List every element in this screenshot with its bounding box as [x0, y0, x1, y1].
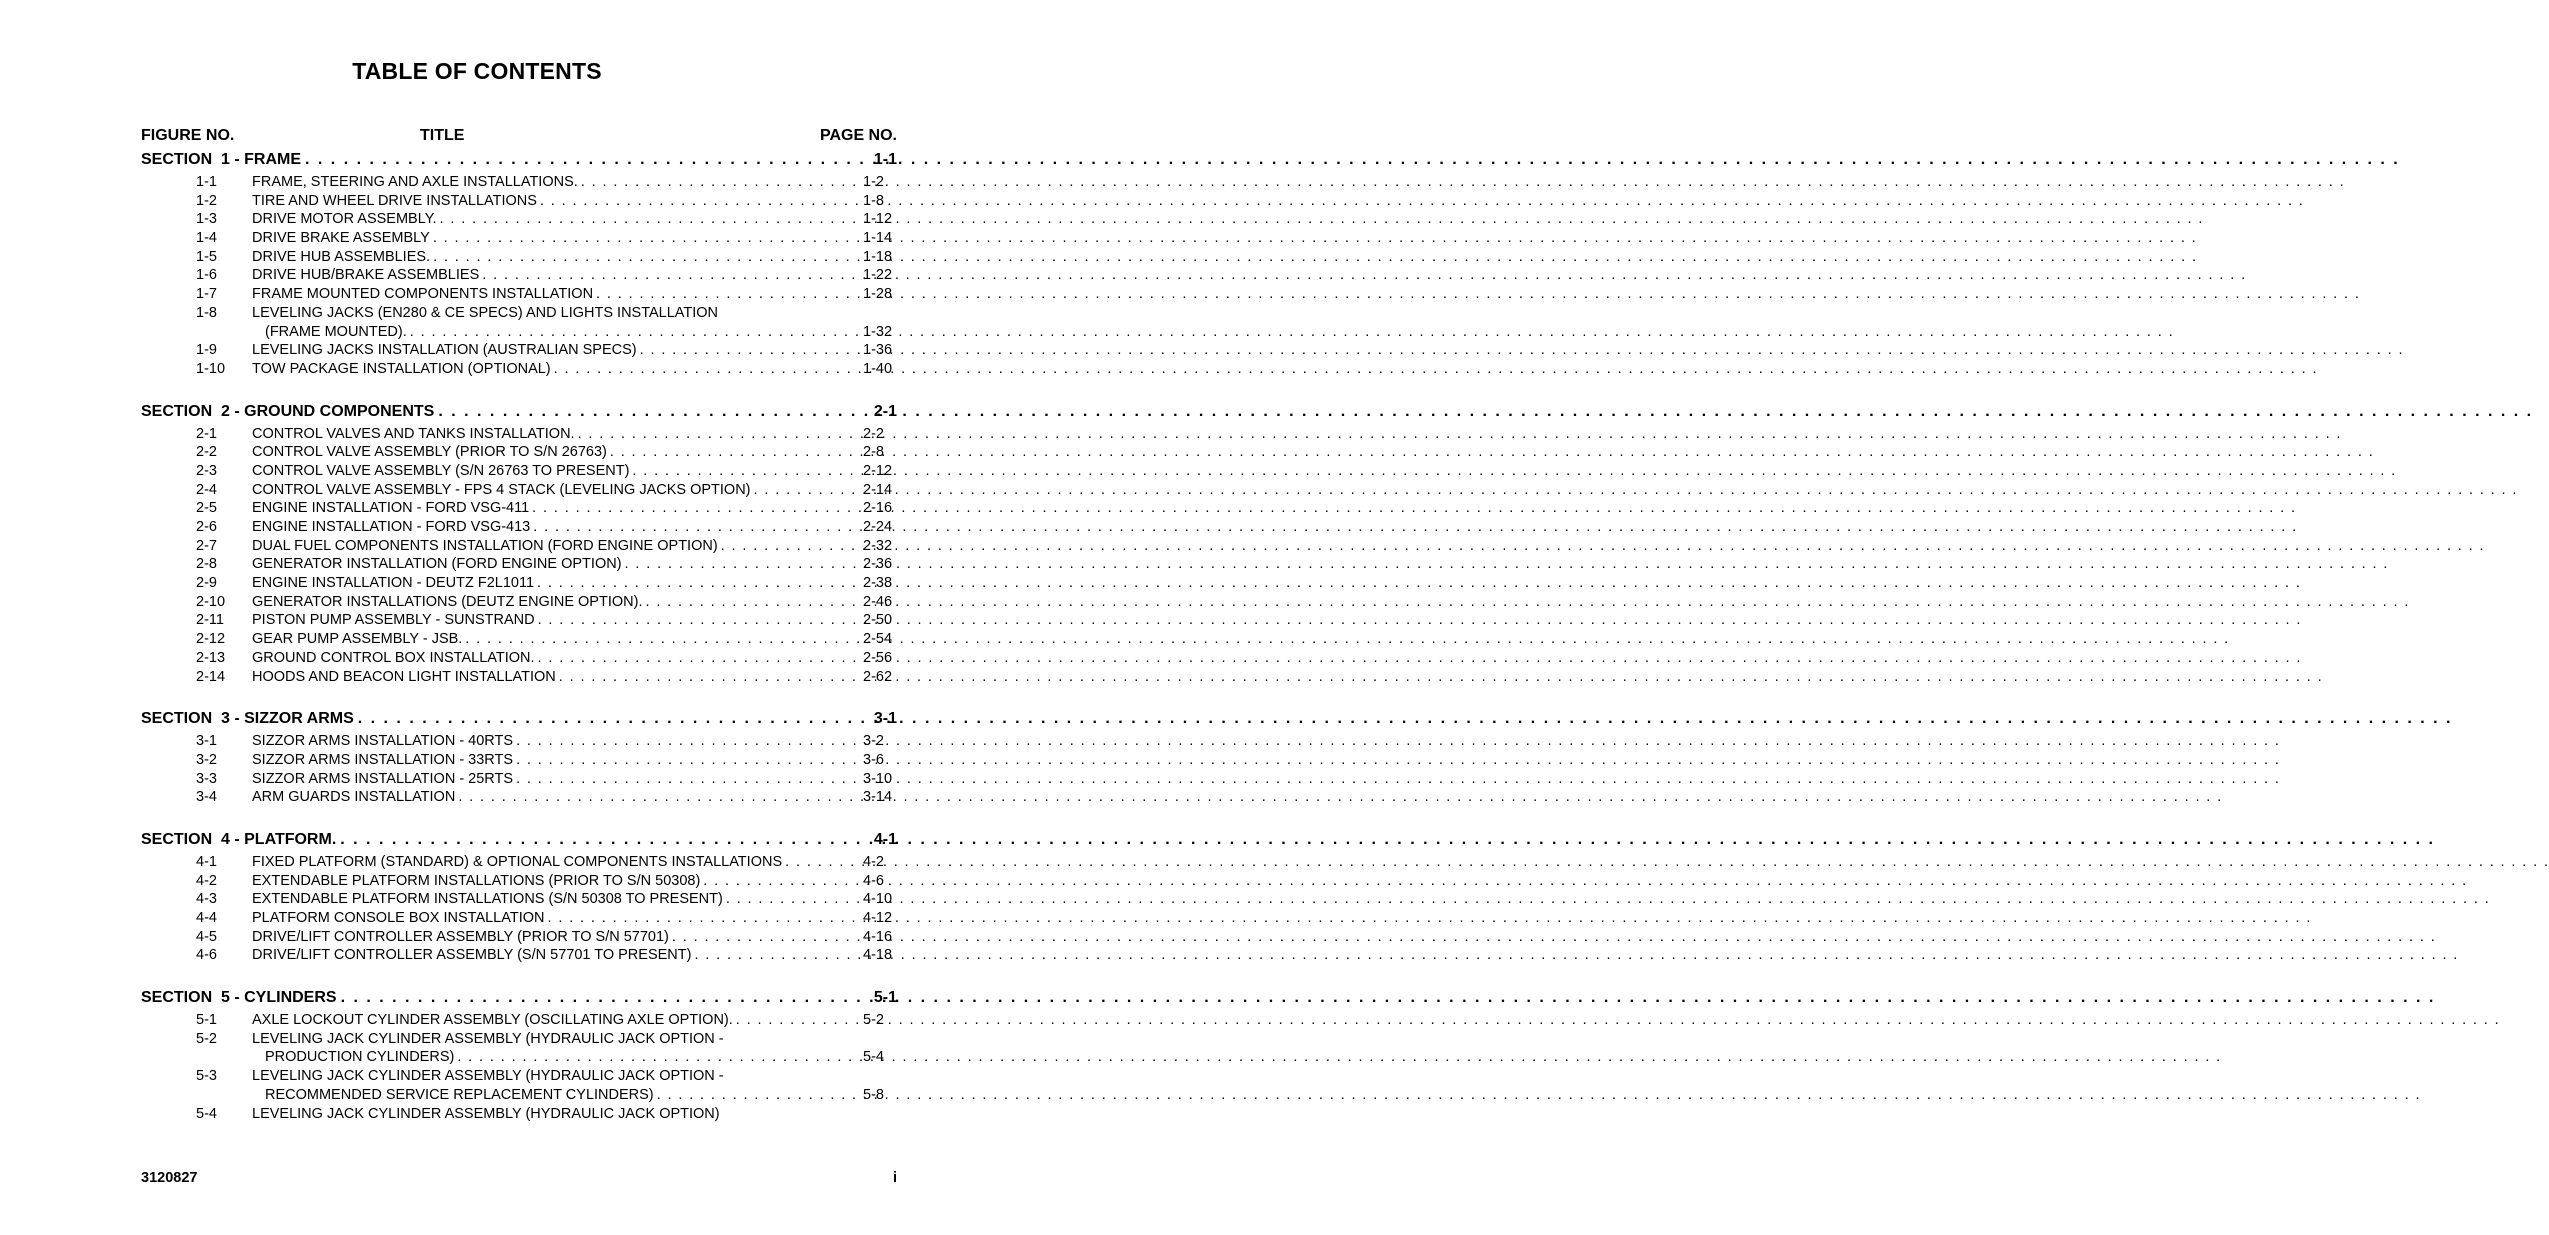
- figure-number: 2-4: [196, 481, 217, 498]
- figure-page-number: 4-10: [863, 891, 893, 908]
- column-header-title: TITLE: [420, 127, 465, 144]
- figure-entry: [141, 630, 897, 649]
- figure-title: ENGINE INSTALLATION - DEUTZ F2L1011: [252, 575, 535, 592]
- figure-page-number: 2-32: [863, 537, 893, 554]
- figure-title: CONTROL VALVE ASSEMBLY - FPS 4 STACK (LEVELING JACKS OPTION): [252, 481, 751, 498]
- figure-title: PISTON PUMP ASSEMBLY - SUNSTRAND: [252, 612, 535, 629]
- figure-page-number: 1-28: [863, 286, 893, 303]
- dot-leader: [669, 928, 863, 947]
- figure-page-number: 2-62: [863, 668, 893, 685]
- figure-number: 4-5: [196, 928, 217, 945]
- figure-title: ARM GUARDS INSTALLATION: [252, 789, 456, 806]
- figure-entry: [141, 1011, 897, 1030]
- figure-title: CONTROL VALVES AND TANKS INSTALLATION.: [252, 425, 575, 442]
- figure-title: CONTROL VALVE ASSEMBLY (PRIOR TO S/N 26763): [252, 444, 607, 461]
- toc-list: [141, 148, 897, 1144]
- figure-number: 2-13: [196, 649, 226, 666]
- figure-entry: [141, 248, 897, 267]
- figure-entry: [141, 946, 897, 965]
- figure-title: TOW PACKAGE INSTALLATION (OPTIONAL): [252, 360, 551, 377]
- dot-leader: [434, 400, 874, 424]
- figure-title: EXTENDABLE PLATFORM INSTALLATIONS (PRIOR TO S/N 50308): [252, 872, 701, 889]
- figure-entry: [141, 229, 897, 248]
- dot-leader: [535, 611, 863, 630]
- figure-title: GENERATOR INSTALLATIONS (DEUTZ ENGINE OPTION).: [252, 593, 643, 610]
- figure-number: 1-5: [196, 248, 217, 265]
- dot-leader: [782, 853, 863, 872]
- figure-entry: [141, 285, 897, 304]
- figure-title: DRIVE HUB/BRAKE ASSEMBLIES: [252, 267, 480, 284]
- figure-number: 3-4: [196, 789, 217, 806]
- figure-title: DRIVE MOTOR ASSEMBLY.: [252, 211, 437, 228]
- figure-title: FRAME MOUNTED COMPONENTS INSTALLATION: [252, 286, 594, 303]
- section-page-number: 4-1: [873, 830, 897, 848]
- figure-title: TIRE AND WHEEL DRIVE INSTALLATIONS: [252, 192, 537, 209]
- figure-number: 2-2: [196, 444, 217, 461]
- figure-number: 3-3: [196, 770, 217, 787]
- figure-page-number: 2-12: [863, 462, 893, 479]
- figure-page-number: 1-12: [863, 211, 893, 228]
- figure-title: SIZZOR ARMS INSTALLATION - 25RTS: [252, 770, 514, 787]
- figure-entry: [141, 537, 897, 556]
- figure-number: 2-10: [196, 593, 226, 610]
- toc-section: [141, 986, 897, 1123]
- section-title: SECTION 3 - SIZZOR ARMS: [141, 710, 354, 728]
- figure-number: 1-9: [196, 342, 217, 359]
- figure-list: [141, 853, 897, 965]
- figure-title: HOODS AND BEACON LIGHT INSTALLATION: [252, 668, 556, 685]
- dot-leader: [513, 751, 863, 770]
- figure-entry: [141, 443, 897, 462]
- toc-section: [141, 400, 897, 687]
- figure-entry: [141, 192, 897, 211]
- dot-leader: [513, 770, 863, 789]
- dot-leader: [578, 173, 863, 192]
- figure-entry: [141, 518, 897, 537]
- dot-leader: [593, 285, 863, 304]
- figure-entry: [141, 499, 897, 518]
- figure-title: EXTENDABLE PLATFORM INSTALLATIONS (S/N 50308 TO PRESENT): [252, 891, 723, 908]
- figure-number: 4-2: [196, 872, 217, 889]
- footer-doc-number: 3120827: [141, 1170, 198, 1186]
- figure-page-number: 2-16: [863, 500, 893, 517]
- figure-page-number: 3-10: [863, 770, 893, 787]
- figure-number: 2-5: [196, 500, 217, 517]
- figure-entry: [141, 649, 897, 668]
- figure-entry: [141, 928, 897, 947]
- section-page-number: 2-1: [873, 402, 897, 420]
- figure-list: [141, 425, 897, 687]
- figure-page-number: 3-2: [863, 733, 884, 750]
- figure-title: LEVELING JACK CYLINDER ASSEMBLY (HYDRAULIC JACK OPTION -: [252, 1030, 724, 1047]
- figure-page-number: 1-18: [863, 248, 893, 265]
- figure-entry: [141, 593, 897, 612]
- figure-entry-continuation: [141, 1048, 897, 1067]
- figure-number: 1-10: [196, 360, 226, 377]
- figure-number: 4-3: [196, 891, 217, 908]
- figure-page-number: 2-56: [863, 649, 893, 666]
- figure-entry: [141, 481, 897, 500]
- figure-number: 2-8: [196, 556, 217, 573]
- dot-leader: [534, 574, 863, 593]
- section-heading: [141, 707, 897, 731]
- figure-title: GEAR PUMP ASSEMBLY - JSB.: [252, 631, 463, 648]
- figure-page-number: 5-8: [863, 1086, 884, 1103]
- figure-title: DRIVE/LIFT CONTROLLER ASSEMBLY (S/N 57701 TO PRESENT): [252, 947, 692, 964]
- dot-leader: [454, 1048, 863, 1067]
- section-page-number: 3-1: [873, 710, 897, 728]
- dot-leader: [529, 499, 863, 518]
- dot-leader: [700, 872, 863, 891]
- figure-number: 2-14: [196, 668, 226, 685]
- figure-number: 1-6: [196, 267, 217, 284]
- figure-number: 2-9: [196, 575, 217, 592]
- dot-leader: [513, 732, 863, 751]
- figure-entry: [141, 1105, 897, 1124]
- figure-number: 1-3: [196, 211, 217, 228]
- figure-number: 5-4: [196, 1105, 217, 1122]
- figure-entry: [141, 909, 897, 928]
- column-header-page: PAGE NO.: [819, 127, 897, 144]
- figure-entry: [141, 853, 897, 872]
- dot-leader: [530, 518, 863, 537]
- dot-leader: [537, 192, 863, 211]
- section-heading: [141, 400, 897, 424]
- figure-page-number: 2-50: [863, 612, 893, 629]
- dot-leader: [336, 828, 874, 852]
- figure-entry-continuation: [141, 323, 897, 342]
- figure-page-number: 4-18: [863, 947, 893, 964]
- figure-page-number: 5-2: [863, 1012, 884, 1029]
- figure-number: 5-1: [196, 1012, 217, 1029]
- figure-page-number: 1-40: [863, 360, 893, 377]
- figure-title: LEVELING JACK CYLINDER ASSEMBLY (HYDRAULIC JACK OPTION): [252, 1105, 720, 1122]
- figure-title: PRODUCTION CYLINDERS): [265, 1049, 455, 1066]
- figure-title: DRIVE/LIFT CONTROLLER ASSEMBLY (PRIOR TO S/N 57701): [252, 928, 669, 945]
- figure-page-number: 4-2: [863, 853, 884, 870]
- dot-leader: [437, 210, 863, 229]
- figure-page-number: 3-14: [863, 789, 893, 806]
- column-header-figure: FIGURE NO.: [141, 127, 235, 144]
- figure-entry: [141, 890, 897, 909]
- figure-number: 2-7: [196, 537, 217, 554]
- figure-number: 5-2: [196, 1030, 217, 1047]
- figure-page-number: 2-36: [863, 556, 893, 573]
- figure-number: 3-2: [196, 751, 217, 768]
- figure-entry: [141, 425, 897, 444]
- dot-leader: [544, 909, 863, 928]
- dot-leader: [535, 649, 863, 668]
- figure-entry: [141, 574, 897, 593]
- figure-entry: [141, 210, 897, 229]
- figure-page-number: 2-14: [863, 481, 893, 498]
- figure-page-number: 4-12: [863, 910, 893, 926]
- figure-number: 3-1: [196, 733, 217, 750]
- figure-number: 1-4: [196, 230, 217, 247]
- figure-list: [141, 732, 897, 807]
- figure-title: SIZZOR ARMS INSTALLATION - 40RTS: [252, 733, 514, 750]
- section-title: SECTION 1 - FRAME: [141, 151, 302, 168]
- figure-title: FIXED PLATFORM (STANDARD) & OPTIONAL COMPONENTS INSTALLATIONS: [252, 853, 783, 870]
- section-title: SECTION 5 - CYLINDERS: [141, 989, 337, 1007]
- figure-title: LEVELING JACKS (EN280 & CE SPECS) AND LIGHTS INSTALLATION: [252, 304, 719, 321]
- figure-number: 2-11: [196, 612, 224, 629]
- figure-title: GENERATOR INSTALLATION (FORD ENGINE OPTION): [252, 556, 622, 573]
- figure-title: RECOMMENDED SERVICE REPLACEMENT CYLINDERS): [265, 1086, 654, 1103]
- figure-entry: [141, 872, 897, 891]
- figure-page-number: 1-36: [863, 342, 893, 359]
- figure-entry: [141, 732, 897, 751]
- toc-section: [141, 707, 897, 807]
- figure-title: FRAME, STEERING AND AXLE INSTALLATIONS.: [252, 174, 578, 190]
- dot-leader: [654, 1086, 863, 1105]
- figure-page-number: 2-24: [863, 519, 893, 535]
- dot-leader: [551, 360, 863, 379]
- figure-page-number: 2-8: [863, 444, 884, 461]
- figure-list: [141, 1011, 897, 1123]
- figure-page-number: 4-16: [863, 928, 893, 945]
- dot-leader: [479, 266, 863, 285]
- dot-leader: [462, 630, 863, 649]
- dot-leader: [407, 323, 863, 342]
- figure-number: 5-3: [196, 1068, 217, 1085]
- figure-page-number: 5-4: [863, 1049, 884, 1066]
- section-page-number: 5-1: [873, 989, 897, 1007]
- dot-leader: [691, 946, 863, 965]
- figure-number: 4-1: [196, 853, 217, 870]
- figure-number: 2-3: [196, 462, 217, 479]
- toc-section: [141, 828, 897, 965]
- figure-page-number: 1-14: [863, 230, 893, 247]
- figure-title: AXLE LOCKOUT CYLINDER ASSEMBLY (OSCILLATING AXLE OPTION).: [252, 1012, 733, 1029]
- figure-number: 4-4: [196, 910, 217, 926]
- dot-leader: [556, 668, 863, 687]
- figure-page-number: 1-2: [863, 174, 884, 190]
- figure-title: DUAL FUEL COMPONENTS INSTALLATION (FORD ENGINE OPTION): [252, 537, 718, 554]
- dot-leader: [607, 443, 863, 462]
- page-title: TABLE OF CONTENTS: [352, 58, 602, 84]
- figure-title: ENGINE INSTALLATION - FORD VSG-413: [252, 519, 531, 535]
- dot-leader: [723, 890, 863, 909]
- dot-leader: [733, 1011, 863, 1030]
- figure-page-number: 1-22: [863, 267, 893, 284]
- figure-title: CONTROL VALVE ASSEMBLY (S/N 26763 TO PRESENT): [252, 462, 630, 479]
- dot-leader: [430, 229, 863, 248]
- figure-title: PLATFORM CONSOLE BOX INSTALLATION: [252, 910, 545, 926]
- section-heading: [141, 828, 897, 852]
- figure-number: 2-1: [196, 425, 217, 442]
- figure-page-number: 3-6: [863, 751, 884, 768]
- dot-leader: [354, 707, 874, 731]
- dot-leader: [430, 248, 863, 267]
- figure-page-number: 2-38: [863, 575, 893, 592]
- dot-leader: [751, 481, 863, 500]
- figure-list: [141, 173, 897, 379]
- figure-page-number: 2-46: [863, 593, 893, 610]
- section-heading: [141, 986, 897, 1010]
- figure-number: 2-12: [196, 631, 226, 648]
- figure-entry: [141, 770, 897, 789]
- dot-leader: [575, 425, 863, 444]
- figure-entry: [141, 266, 897, 285]
- figure-page-number: 1-32: [863, 323, 893, 340]
- figure-page-number: 2-54: [863, 631, 893, 648]
- figure-entry: [141, 1067, 897, 1086]
- figure-number: 1-2: [196, 192, 217, 209]
- figure-entry: [141, 304, 897, 323]
- figure-title: DRIVE HUB ASSEMBLIES.: [252, 248, 431, 265]
- figure-entry-continuation: [141, 1086, 897, 1105]
- section-title: SECTION 2 - GROUND COMPONENTS: [141, 402, 435, 420]
- dot-leader: [455, 788, 863, 807]
- figure-number: 1-8: [196, 304, 217, 321]
- figure-entry: [141, 173, 897, 192]
- dot-leader: [301, 148, 874, 172]
- figure-entry: [141, 611, 897, 630]
- figure-entry: [141, 788, 897, 807]
- figure-entry: [141, 668, 897, 687]
- figure-title: LEVELING JACKS INSTALLATION (AUSTRALIAN SPECS): [252, 342, 637, 359]
- dot-leader: [629, 462, 863, 481]
- figure-entry: [141, 360, 897, 379]
- figure-page-number: 4-6: [863, 872, 884, 889]
- figure-title: DRIVE BRAKE ASSEMBLY: [252, 230, 430, 247]
- figure-page-number: 1-8: [863, 192, 884, 209]
- figure-title: SIZZOR ARMS INSTALLATION - 33RTS: [252, 751, 514, 768]
- figure-title: (FRAME MOUNTED).: [265, 323, 407, 340]
- figure-title: ENGINE INSTALLATION - FORD VSG-411: [252, 500, 530, 517]
- figure-entry: [141, 751, 897, 770]
- figure-entry: [141, 1030, 897, 1049]
- dot-leader: [642, 593, 863, 612]
- dot-leader: [718, 537, 863, 556]
- section-page-number: 1-1: [873, 151, 897, 168]
- section-heading: [141, 148, 897, 172]
- figure-title: GROUND CONTROL BOX INSTALLATION.: [252, 649, 535, 666]
- figure-title: LEVELING JACK CYLINDER ASSEMBLY (HYDRAULIC JACK OPTION -: [252, 1068, 724, 1085]
- figure-entry: [141, 462, 897, 481]
- dot-leader: [622, 555, 863, 574]
- dot-leader: [637, 341, 863, 360]
- section-title: SECTION 4 - PLATFORM.: [141, 830, 337, 848]
- figure-entry: [141, 341, 897, 360]
- dot-leader: [337, 986, 874, 1010]
- toc-section: [141, 148, 897, 379]
- figure-entry: [141, 555, 897, 574]
- figure-number: 1-1: [196, 174, 217, 190]
- footer-page-number: i: [892, 1170, 897, 1186]
- figure-number: 2-6: [196, 519, 217, 535]
- figure-number: 1-7: [196, 286, 217, 303]
- figure-page-number: 2-2: [863, 425, 884, 442]
- figure-number: 4-6: [196, 947, 217, 964]
